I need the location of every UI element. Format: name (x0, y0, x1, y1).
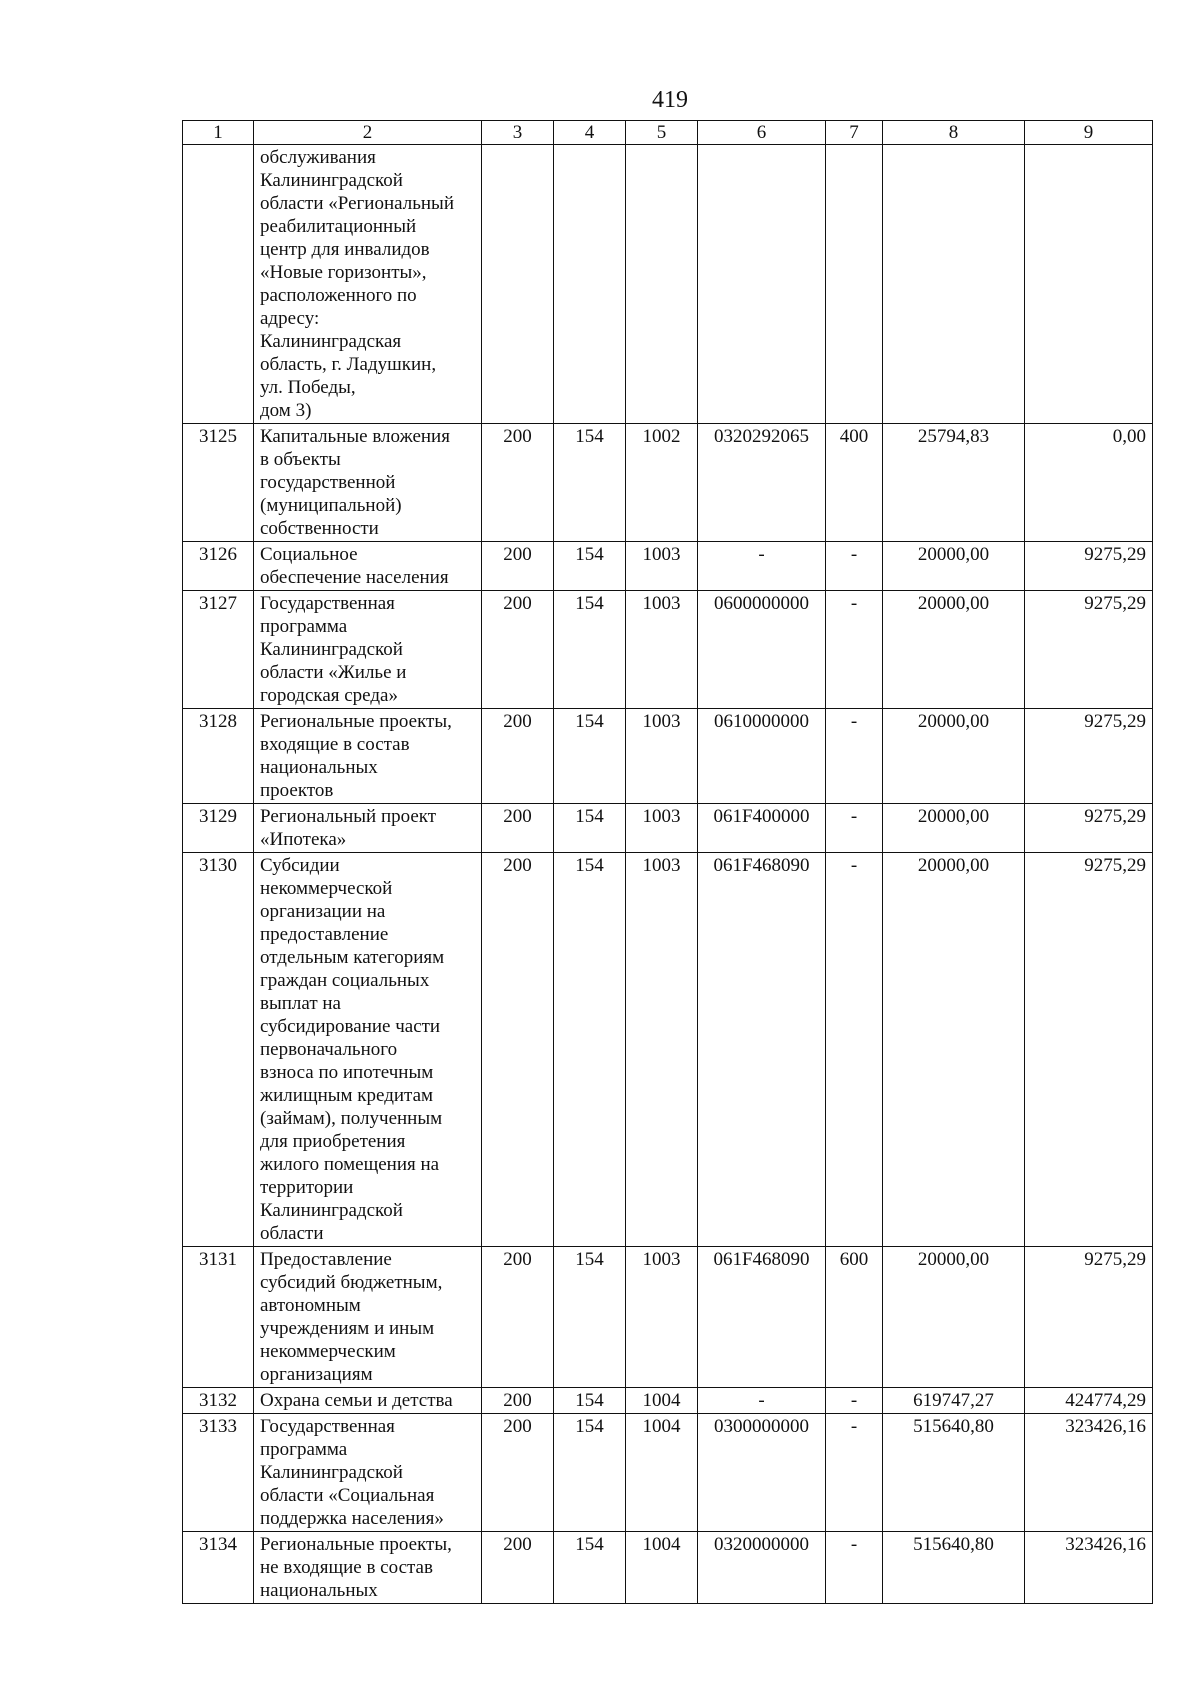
amount-col-9: 9275,29 (1025, 591, 1153, 709)
amount-col-9: 9275,29 (1025, 709, 1153, 804)
expense-type-code: - (826, 591, 883, 709)
row-number: 3130 (183, 853, 254, 1247)
row-number: 3134 (183, 1532, 254, 1604)
code-col-3: 200 (482, 1414, 554, 1532)
table-row (183, 591, 1153, 709)
section-code: 1002 (626, 424, 698, 542)
amount-col-8 (883, 145, 1025, 424)
amount-col-8: 619747,27 (883, 1388, 1025, 1414)
target-article-code: 0320000000 (698, 1532, 826, 1604)
amount-col-9: 323426,16 (1025, 1532, 1153, 1604)
code-col-4: 154 (554, 709, 626, 804)
code-col-4: 154 (554, 542, 626, 591)
expense-type-code: - (826, 709, 883, 804)
table-row (183, 424, 1153, 542)
amount-col-8: 515640,80 (883, 1414, 1025, 1532)
target-article-code: - (698, 542, 826, 591)
code-col-3: 200 (482, 709, 554, 804)
item-name: Капитальные вложения в объекты государственной (муниципальной) собственности (254, 424, 482, 542)
section-code: 1003 (626, 591, 698, 709)
amount-col-8: 515640,80 (883, 1532, 1025, 1604)
target-article-code (698, 145, 826, 424)
row-number: 3125 (183, 424, 254, 542)
amount-col-9: 9275,29 (1025, 1247, 1153, 1388)
column-header-8: 8 (883, 121, 1025, 145)
item-name: Государственная программа Калининградской области «Жилье и городская среда» (254, 591, 482, 709)
section-code: 1004 (626, 1414, 698, 1532)
section-code: 1003 (626, 853, 698, 1247)
expense-type-code (826, 145, 883, 424)
target-article-code: 0610000000 (698, 709, 826, 804)
item-name: Государственная программа Калининградской области «Социальная поддержка населения» (254, 1414, 482, 1532)
item-name: Региональный проект «Ипотека» (254, 804, 482, 853)
column-header-7: 7 (826, 121, 883, 145)
expense-type-code: - (826, 804, 883, 853)
code-col-3: 200 (482, 1247, 554, 1388)
amount-col-8: 20000,00 (883, 1247, 1025, 1388)
code-col-4 (554, 145, 626, 424)
row-number (183, 145, 254, 424)
expense-type-code: - (826, 1532, 883, 1604)
column-header-4: 4 (554, 121, 626, 145)
expense-type-code: - (826, 1388, 883, 1414)
amount-col-9: 9275,29 (1025, 853, 1153, 1247)
table-row (183, 1388, 1153, 1414)
table-row (183, 1247, 1153, 1388)
amount-col-8: 20000,00 (883, 591, 1025, 709)
expense-type-code: - (826, 853, 883, 1247)
amount-col-9: 0,00 (1025, 424, 1153, 542)
column-header-5: 5 (626, 121, 698, 145)
target-article-code: 061F468090 (698, 1247, 826, 1388)
budget-table (182, 120, 1153, 1604)
code-col-3: 200 (482, 542, 554, 591)
amount-col-9: 9275,29 (1025, 804, 1153, 853)
table-row (183, 804, 1153, 853)
target-article-code: - (698, 1388, 826, 1414)
column-number-header-row (183, 121, 1153, 145)
amount-col-8: 25794,83 (883, 424, 1025, 542)
item-name: Субсидии некоммерческой организации на предоставление отдельным категориям граждан социальных выплат на субсидирование части первоначального взноса по ипотечным жилищным кредитам (займам), полученным для приобретения жилого помещения на территории Калининградской области (254, 853, 482, 1247)
amount-col-8: 20000,00 (883, 709, 1025, 804)
table-row (183, 145, 1153, 424)
expense-type-code: 600 (826, 1247, 883, 1388)
section-code: 1003 (626, 709, 698, 804)
code-col-4: 154 (554, 1532, 626, 1604)
item-name: Предоставление субсидий бюджетным, автономным учреждениям и иным некоммерческим организациям (254, 1247, 482, 1388)
code-col-4: 154 (554, 1414, 626, 1532)
target-article-code: 0300000000 (698, 1414, 826, 1532)
amount-col-9 (1025, 145, 1153, 424)
code-col-3: 200 (482, 853, 554, 1247)
row-number: 3128 (183, 709, 254, 804)
code-col-4: 154 (554, 1247, 626, 1388)
column-header-1: 1 (183, 121, 254, 145)
table-row (183, 709, 1153, 804)
code-col-3: 200 (482, 591, 554, 709)
amount-col-8: 20000,00 (883, 542, 1025, 591)
page-number: 419 (652, 87, 688, 113)
target-article-code: 0600000000 (698, 591, 826, 709)
column-header-2: 2 (254, 121, 482, 145)
expense-type-code: 400 (826, 424, 883, 542)
row-number: 3133 (183, 1414, 254, 1532)
item-name: Охрана семьи и детства (254, 1388, 482, 1414)
target-article-code: 061F400000 (698, 804, 826, 853)
table-row (183, 1414, 1153, 1532)
code-col-4: 154 (554, 591, 626, 709)
row-number: 3126 (183, 542, 254, 591)
code-col-4: 154 (554, 1388, 626, 1414)
column-header-3: 3 (482, 121, 554, 145)
amount-col-9: 424774,29 (1025, 1388, 1153, 1414)
table-body (183, 145, 1153, 1604)
code-col-4: 154 (554, 804, 626, 853)
amount-col-8: 20000,00 (883, 804, 1025, 853)
code-col-3: 200 (482, 424, 554, 542)
section-code (626, 145, 698, 424)
target-article-code: 0320292065 (698, 424, 826, 542)
code-col-3: 200 (482, 804, 554, 853)
row-number: 3129 (183, 804, 254, 853)
target-article-code: 061F468090 (698, 853, 826, 1247)
item-name: Социальное обеспечение населения (254, 542, 482, 591)
item-name: Региональные проекты, входящие в состав национальных проектов (254, 709, 482, 804)
code-col-3: 200 (482, 1388, 554, 1414)
row-number: 3132 (183, 1388, 254, 1414)
section-code: 1003 (626, 804, 698, 853)
expense-type-code: - (826, 542, 883, 591)
amount-col-9: 9275,29 (1025, 542, 1153, 591)
row-number: 3127 (183, 591, 254, 709)
section-code: 1004 (626, 1388, 698, 1414)
table-row (183, 542, 1153, 591)
column-header-9: 9 (1025, 121, 1153, 145)
section-code: 1003 (626, 542, 698, 591)
row-number: 3131 (183, 1247, 254, 1388)
amount-col-8: 20000,00 (883, 853, 1025, 1247)
table-row (183, 1532, 1153, 1604)
section-code: 1004 (626, 1532, 698, 1604)
code-col-4: 154 (554, 853, 626, 1247)
code-col-3 (482, 145, 554, 424)
expense-type-code: - (826, 1414, 883, 1532)
item-name: обслуживания Калининградской области «Региональный реабилитационный центр для инвалидов «Новые горизонты», расположенного по адресу: Калининградская область, г. Ладушкин, ул. Победы, дом 3) (254, 145, 482, 424)
code-col-4: 154 (554, 424, 626, 542)
code-col-3: 200 (482, 1532, 554, 1604)
section-code: 1003 (626, 1247, 698, 1388)
column-header-6: 6 (698, 121, 826, 145)
item-name: Региональные проекты, не входящие в состав национальных (254, 1532, 482, 1604)
table-row (183, 853, 1153, 1247)
amount-col-9: 323426,16 (1025, 1414, 1153, 1532)
